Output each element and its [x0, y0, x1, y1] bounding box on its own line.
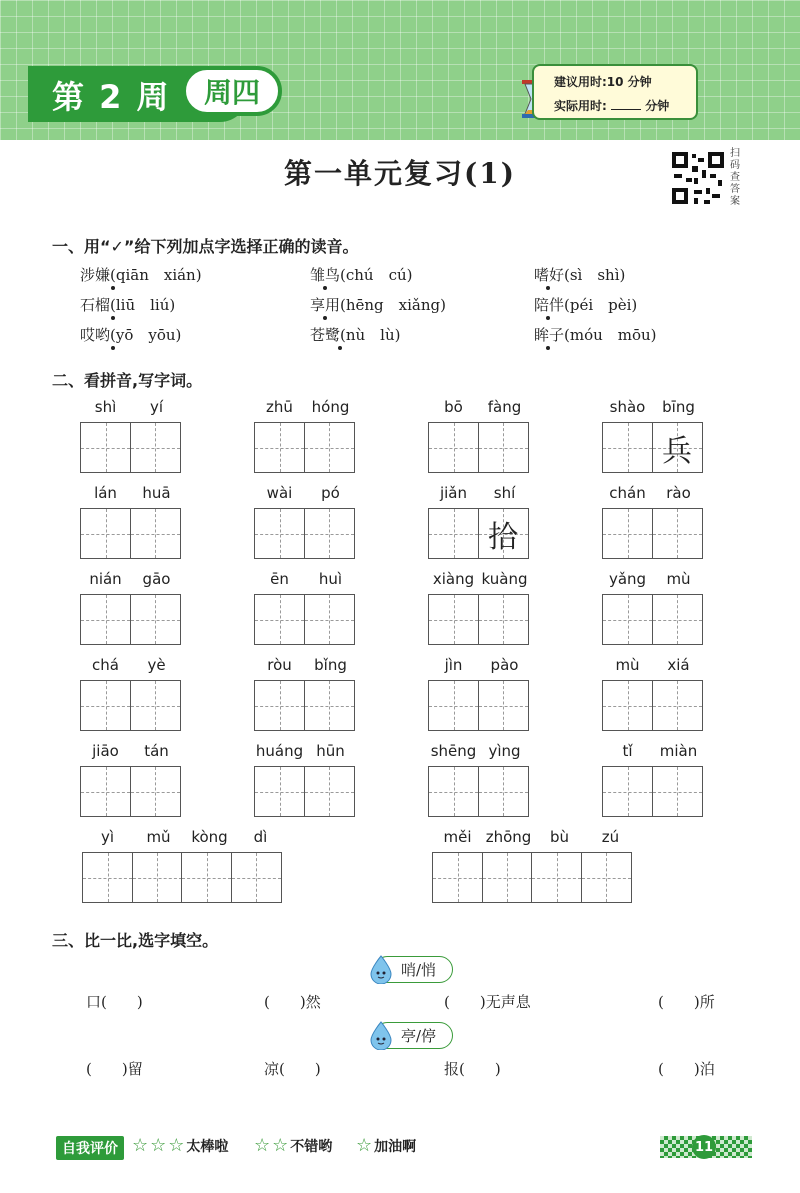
pinyin-row [80, 652, 182, 674]
written-char [131, 509, 180, 558]
water-drop-icon [368, 954, 394, 984]
pinyin-row [428, 394, 530, 416]
written-char [479, 681, 528, 730]
writing-box[interactable] [231, 852, 282, 903]
choice-item[interactable]: 哎哟(yō yōu) [80, 326, 182, 344]
pinyin-syllable: bīng [662, 398, 695, 416]
fill-blank[interactable]: ( )无声息 [444, 993, 531, 1011]
fill-blank[interactable]: ( )所 [658, 993, 715, 1011]
pinyin-syllable: yí [149, 398, 164, 416]
word-item [82, 824, 286, 903]
rating-label: 加油啊 [374, 1139, 417, 1155]
char-pair-badge [374, 1022, 453, 1049]
written-char [479, 423, 528, 472]
fill-blank[interactable]: 报( ) [444, 1060, 501, 1078]
pinyin-syllable: zhōng [485, 828, 532, 846]
choice-item[interactable]: 嗜好(sì shì) [534, 266, 626, 284]
pinyin-syllable: yìng [488, 742, 521, 760]
written-char [255, 681, 304, 730]
written-char [483, 853, 532, 902]
word-item [602, 738, 704, 817]
pinyin-row [602, 652, 704, 674]
page-number-badge [660, 1136, 752, 1158]
section3-title: 三、比一比,选字填空。 [52, 931, 219, 950]
pinyin-syllable: mù [666, 570, 691, 588]
writing-boxes [428, 508, 530, 559]
writing-box[interactable] [581, 852, 632, 903]
word-item [254, 394, 356, 473]
writing-boxes [602, 766, 704, 817]
pinyin-syllable: bō [444, 398, 463, 416]
writing-box[interactable] [130, 766, 181, 817]
writing-boxes [428, 766, 530, 817]
fill-blank[interactable]: ( )留 [86, 1060, 143, 1078]
pinyin-row [254, 480, 356, 502]
written-char [131, 423, 180, 472]
written-char [133, 853, 182, 902]
pinyin-row [254, 566, 356, 588]
writing-box[interactable] [80, 508, 131, 559]
pinyin-syllable: zhū [266, 398, 293, 416]
pinyin-row [82, 824, 286, 846]
pinyin-syllable: chá [92, 656, 119, 674]
written-char [81, 509, 130, 558]
pinyin-syllable: mǔ [146, 828, 171, 846]
written-char [81, 595, 130, 644]
writing-box[interactable] [132, 852, 183, 903]
pinyin-syllable: ròu [267, 656, 292, 674]
pinyin-syllable: mù [615, 656, 640, 674]
writing-box[interactable] [254, 766, 305, 817]
writing-box[interactable] [304, 594, 355, 645]
writing-box[interactable] [82, 852, 133, 903]
pinyin-syllable: rào [666, 484, 691, 502]
writing-boxes [80, 680, 182, 731]
written-char [255, 423, 304, 472]
pinyin-syllable: zú [601, 828, 620, 846]
written-char [81, 423, 130, 472]
pinyin-syllable: dì [253, 828, 268, 846]
writing-box[interactable] [304, 422, 355, 473]
pinyin-syllable: lán [94, 484, 117, 502]
written-char [232, 853, 281, 902]
written-char [479, 767, 528, 816]
fill-blank[interactable]: 口( ) [86, 993, 143, 1011]
word-item [80, 480, 182, 559]
writing-box[interactable] [254, 680, 305, 731]
actual-time-unit: 分钟 [645, 99, 670, 113]
section1-title: 一、用“✓”给下列加点字选择正确的读音。 [52, 237, 359, 256]
pinyin-syllable: shào [609, 398, 646, 416]
writing-box[interactable] [602, 422, 653, 473]
pinyin-syllable: měi [443, 828, 472, 846]
written-char [429, 767, 478, 816]
actual-time-row [554, 94, 696, 118]
written-char [131, 595, 180, 644]
qr-code-icon[interactable] [670, 150, 726, 206]
written-char [81, 681, 130, 730]
emphasis-dot [111, 286, 115, 290]
writing-box[interactable] [428, 508, 479, 559]
written-char [255, 509, 304, 558]
pinyin-syllable: huáng [255, 742, 304, 760]
written-char [603, 681, 652, 730]
emphasis-dot [546, 346, 550, 350]
writing-box[interactable] [531, 852, 582, 903]
emphasis-dot [323, 286, 327, 290]
writing-box[interactable] [428, 594, 479, 645]
week-label: 第 2 周 [52, 78, 171, 116]
writing-box[interactable] [652, 422, 703, 473]
writing-box[interactable] [652, 508, 703, 559]
word-item [80, 652, 182, 731]
pinyin-syllable: nián [89, 570, 122, 588]
choice-item[interactable]: 涉嫌(qiān xián) [80, 266, 202, 284]
word-item [428, 738, 530, 817]
writing-box[interactable] [254, 594, 305, 645]
pinyin-row [428, 652, 530, 674]
choice-item[interactable]: 陪伴(péi pèi) [534, 296, 638, 314]
word-item [80, 394, 182, 473]
word-item [80, 566, 182, 645]
choice-item[interactable]: 石榴(liū liú) [80, 296, 176, 314]
word-item [254, 566, 356, 645]
word-item [432, 824, 636, 903]
written-char [255, 767, 304, 816]
writing-boxes [428, 422, 530, 473]
suggested-time: 建议用时:10 分钟 [554, 75, 652, 89]
writing-box[interactable] [304, 766, 355, 817]
written-char [255, 595, 304, 644]
pinyin-syllable: pào [490, 656, 519, 674]
written-char [305, 681, 354, 730]
actual-time-label: 实际用时: [554, 99, 607, 113]
writing-box[interactable] [130, 680, 181, 731]
writing-boxes [602, 680, 704, 731]
pinyin-syllable: hūn [316, 742, 345, 760]
pinyin-syllable: kòng [191, 828, 228, 846]
pinyin-row [254, 652, 356, 674]
writing-box[interactable] [428, 422, 479, 473]
star-icon: ☆ [272, 1135, 289, 1156]
pinyin-syllable: fàng [487, 398, 522, 416]
qr-caption: 扫码查答案 [730, 148, 740, 207]
writing-boxes [432, 852, 636, 903]
pinyin-row [602, 480, 704, 502]
pinyin-syllable: xiá [667, 656, 690, 674]
emphasis-dot [323, 316, 327, 320]
word-item [80, 738, 182, 817]
pinyin-row [432, 824, 636, 846]
writing-box[interactable] [602, 594, 653, 645]
pinyin-syllable: bù [549, 828, 570, 846]
written-char [653, 509, 702, 558]
word-item [428, 566, 530, 645]
writing-boxes [254, 766, 356, 817]
pinyin-syllable: gāo [142, 570, 171, 588]
writing-box[interactable] [80, 680, 131, 731]
pinyin-row [80, 394, 182, 416]
pinyin-syllable: shì [94, 398, 117, 416]
written-char [429, 681, 478, 730]
writing-box[interactable] [130, 422, 181, 473]
writing-box[interactable] [130, 594, 181, 645]
pinyin-syllable: yè [147, 656, 166, 674]
pinyin-syllable: huā [142, 484, 171, 502]
written-char [305, 423, 354, 472]
writing-box[interactable] [602, 680, 653, 731]
emphasis-dot [111, 346, 115, 350]
pinyin-syllable: shí [493, 484, 516, 502]
rating-label: 太棒啦 [186, 1139, 229, 1155]
pinyin-syllable: jiāo [92, 742, 119, 760]
char-pair-label: 亭/停 [374, 1022, 453, 1049]
day-label: 周四 [203, 76, 260, 109]
choice-item[interactable]: 苍鹭(nù lù) [310, 326, 401, 344]
pinyin-row [254, 738, 356, 760]
emphasis-dot [546, 316, 550, 320]
pinyin-row [80, 566, 182, 588]
word-item [602, 566, 704, 645]
pinyin-syllable: wài [266, 484, 293, 502]
star-icon: ☆ [168, 1135, 185, 1156]
written-char: 兵 [662, 433, 692, 469]
pinyin-syllable: ēn [270, 570, 289, 588]
pinyin-row [602, 394, 704, 416]
pinyin-syllable: tán [144, 742, 169, 760]
written-char [603, 595, 652, 644]
writing-box[interactable] [304, 680, 355, 731]
pinyin-row [428, 738, 530, 760]
writing-box[interactable] [181, 852, 232, 903]
written-char [429, 509, 478, 558]
written-char [83, 853, 132, 902]
emphasis-dot [111, 316, 115, 320]
writing-box[interactable] [478, 766, 529, 817]
pinyin-syllable: tǐ [622, 742, 633, 760]
water-drop-icon [368, 1020, 394, 1050]
pinyin-row [428, 566, 530, 588]
writing-box[interactable] [130, 508, 181, 559]
written-char [532, 853, 581, 902]
pinyin-row [80, 738, 182, 760]
word-item [428, 652, 530, 731]
pinyin-row [428, 480, 530, 502]
writing-box[interactable] [652, 594, 703, 645]
writing-box[interactable] [478, 508, 529, 559]
written-char [582, 853, 631, 902]
time-box [532, 64, 698, 120]
written-char [653, 767, 702, 816]
writing-box[interactable] [254, 508, 305, 559]
written-char [603, 767, 652, 816]
star-icon: ☆ [254, 1135, 271, 1156]
page-title: 第一单元复习(1) [284, 157, 516, 190]
writing-box[interactable] [602, 508, 653, 559]
rating-keep-going[interactable] [356, 1136, 416, 1156]
pinyin-syllable: yì [100, 828, 115, 846]
star-icon: ☆ [132, 1135, 149, 1156]
writing-box[interactable] [254, 422, 305, 473]
writing-boxes [254, 680, 356, 731]
word-item [254, 480, 356, 559]
written-char [81, 767, 130, 816]
rating-good[interactable] [254, 1136, 332, 1156]
pinyin-syllable: huì [318, 570, 343, 588]
writing-box[interactable] [478, 680, 529, 731]
written-char [131, 681, 180, 730]
writing-box[interactable] [428, 766, 479, 817]
writing-boxes [80, 422, 182, 473]
pinyin-syllable: jìn [444, 656, 463, 674]
pinyin-syllable: miàn [659, 742, 698, 760]
writing-box[interactable] [602, 766, 653, 817]
writing-boxes [254, 594, 356, 645]
writing-box[interactable] [428, 680, 479, 731]
writing-boxes [80, 508, 182, 559]
writing-boxes [428, 594, 530, 645]
writing-box[interactable] [80, 766, 131, 817]
choice-item[interactable]: 眸子(móu mōu) [534, 326, 657, 344]
char-pair-label: 哨/悄 [374, 956, 453, 983]
pinyin-syllable: xiàng [432, 570, 475, 588]
fill-blank[interactable]: 凉( ) [264, 1060, 321, 1078]
written-char [653, 595, 702, 644]
writing-box[interactable] [652, 680, 703, 731]
section2-title: 二、看拼音,写字词。 [52, 371, 203, 390]
pinyin-row [602, 566, 704, 588]
star-icon: ☆ [356, 1135, 373, 1156]
word-item [602, 394, 704, 473]
writing-box[interactable] [80, 422, 131, 473]
written-char [479, 595, 528, 644]
word-item [602, 480, 704, 559]
writing-boxes [80, 594, 182, 645]
writing-boxes [602, 422, 704, 473]
day-pill [182, 66, 282, 116]
pinyin-syllable: hóng [311, 398, 350, 416]
writing-box[interactable] [478, 422, 529, 473]
writing-box[interactable] [432, 852, 483, 903]
pinyin-row [254, 394, 356, 416]
writing-boxes [82, 852, 286, 903]
page-number: 11 [692, 1135, 716, 1159]
fill-blank[interactable]: ( )然 [264, 993, 321, 1011]
rating-excellent[interactable] [132, 1136, 228, 1156]
written-char [429, 423, 478, 472]
pinyin-syllable: bǐng [314, 656, 347, 674]
written-char: 拾 [488, 519, 518, 555]
writing-boxes [602, 508, 704, 559]
char-pair-badge [374, 956, 453, 983]
writing-box[interactable] [652, 766, 703, 817]
writing-boxes [428, 680, 530, 731]
writing-boxes [602, 594, 704, 645]
writing-box[interactable] [80, 594, 131, 645]
writing-box[interactable] [482, 852, 533, 903]
fill-blank[interactable]: ( )泊 [658, 1060, 715, 1078]
pinyin-syllable: chán [609, 484, 646, 502]
pinyin-row [80, 480, 182, 502]
self-eval-label: 自我评价 [56, 1136, 124, 1160]
written-char [603, 509, 652, 558]
writing-boxes [80, 766, 182, 817]
written-char [131, 767, 180, 816]
choice-item[interactable]: 雏鸟(chú cú) [310, 266, 413, 284]
written-char [433, 853, 482, 902]
writing-boxes [254, 422, 356, 473]
written-char [429, 595, 478, 644]
written-char [653, 681, 702, 730]
actual-time-blank[interactable] [611, 96, 641, 110]
writing-boxes [254, 508, 356, 559]
word-item [428, 480, 530, 559]
word-item [602, 652, 704, 731]
written-char [182, 853, 231, 902]
emphasis-dot [338, 346, 342, 350]
rating-label: 不错哟 [290, 1139, 333, 1155]
word-item [428, 394, 530, 473]
pinyin-syllable: pó [321, 484, 340, 502]
word-item [254, 652, 356, 731]
choice-item[interactable]: 享用(hēng xiǎng) [310, 296, 446, 314]
written-char [305, 509, 354, 558]
pinyin-syllable: yǎng [608, 570, 647, 588]
pinyin-row [602, 738, 704, 760]
word-item [254, 738, 356, 817]
written-char [305, 595, 354, 644]
writing-box[interactable] [478, 594, 529, 645]
writing-box[interactable] [304, 508, 355, 559]
emphasis-dot [546, 286, 550, 290]
written-char [305, 767, 354, 816]
pinyin-syllable: shēng [430, 742, 477, 760]
pinyin-syllable: kuàng [481, 570, 528, 588]
written-char [603, 423, 652, 472]
star-icon: ☆ [150, 1135, 167, 1156]
pinyin-syllable: jiǎn [439, 484, 468, 502]
